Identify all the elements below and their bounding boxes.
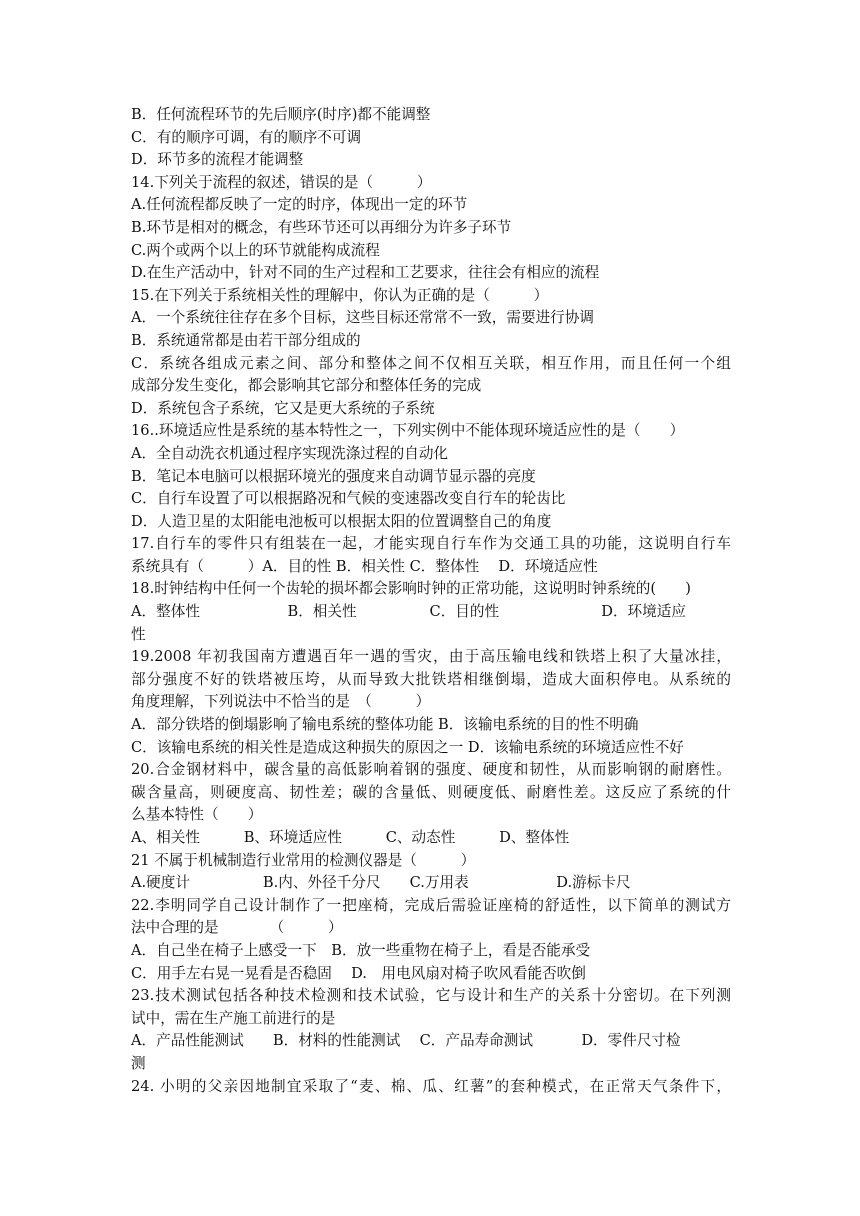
- text-line: B．任何流程环节的先后顺序(时序)都不能调整: [131, 106, 431, 123]
- text-line: C．有的顺序可调，有的顺序不可调: [131, 128, 362, 146]
- text-line: C．系统各组成元素之间、部分和整体之间不仅相互关联，相互作用，而且任何一个组: [131, 354, 731, 372]
- text-line: 测: [131, 1054, 146, 1072]
- text-line: D．系统包含子系统，它又是更大系统的子系统: [131, 399, 435, 417]
- text-line: 系统具有（ ）A．目的性 B．相关性 C．整体性 D．环境适应性: [131, 557, 598, 575]
- text-line: A.任何流程都反映了一定的时序，体现出一定的环节: [131, 196, 468, 214]
- question-17: 17.自行车的零件只有组装在一起，才能实现自行车作为交通工具的功能，这说明自行车: [131, 535, 731, 553]
- question-22: 22.李明同学自己设计制作了一把座椅，完成后需验证座椅的舒适性，以下简单的测试方: [131, 896, 731, 914]
- text-line: C．该输电系统的相关性是造成这种损失的原因之一 D．该输电系统的环境适应性不好: [131, 738, 684, 756]
- question-21: 21 不属于机械制造行业常用的检测仪器是（ ）: [131, 851, 476, 869]
- question-15: 15.在下列关于系统相关性的理解中，你认为正确的是（ ）: [131, 286, 549, 304]
- question-20: 20.合金钢材料中，碳含量的高低影响着钢的强度、硬度和韧性，从而影响钢的耐磨性。: [131, 761, 731, 779]
- text-line: D．人造卫星的太阳能电池板可以根据太阳的位置调整自己的角度: [131, 512, 552, 530]
- text-line: C.两个或两个以上的环节就能构成流程: [131, 241, 380, 259]
- text-line: D.在生产活动中，针对不同的生产过程和工艺要求，往往会有相应的流程: [131, 264, 600, 282]
- text-line: 碳含量高，则硬度高、韧性差；碳的含量低、则硬度低、耐磨性差。这反应了系统的什: [131, 783, 731, 801]
- text-line: 试中，需在生产施工前进行的是: [131, 1009, 336, 1027]
- text-line: 法中合理的是 （ ）: [131, 919, 343, 937]
- text-line: A．整体性 B．相关性 C．目的性 D．环境适应: [131, 603, 686, 621]
- text-line: C．自行车设置了可以根据路况和气候的变速器改变自行车的轮齿比: [131, 490, 566, 508]
- question-16: 16..环境适应性是系统的基本特性之一，下列实例中不能体现环境适应性的是（ ）: [131, 422, 685, 440]
- text-line: B.环节是相对的概念，有些环节还可以再细分为许多子环节: [131, 218, 512, 236]
- text-line: A．全自动洗衣机通过程序实现洗涤过程的自动化: [131, 444, 449, 462]
- text-line: A、相关性 B、环境适应性 C、动态性 D、整体性: [131, 829, 570, 846]
- text-line: A．一个系统往往存在多个目标，这些目标还常常不一致，需要进行协调: [131, 309, 594, 327]
- text-line: A．部分铁塔的倒塌影响了输电系统的整体功能 B．该输电系统的目的性不明确: [131, 716, 639, 734]
- text-line: 成部分发生变化，都会影响其它部分和整体任务的完成: [131, 377, 482, 395]
- question-18: 18.时钟结构中任何一个齿轮的损坏都会影响时钟的正常功能，这说明时钟系统的( ): [131, 580, 691, 598]
- question-14: 14.下列关于流程的叙述，错误的是（ ）: [131, 173, 432, 191]
- text-line: A.硬度计 B.内、外径千分尺 C.万用表 D.游标卡尺: [131, 874, 631, 892]
- text-line: A．自己坐在椅子上感受一下 B．放一些重物在椅子上，看是否能承受: [131, 941, 591, 959]
- text-line: D．环节多的流程才能调整: [131, 151, 304, 169]
- text-line: 角度理解，下列说法中不恰当的是 （ ）: [131, 693, 431, 711]
- text-line: B．笔记本电脑可以根据环境光的强度来自动调节显示器的亮度: [131, 467, 536, 485]
- document-page: [131, 104, 731, 1098]
- text-line: 部分强度不好的铁塔被压垮，从而导致大批铁塔相继倒塌，造成大面积停电。从系统的: [131, 670, 731, 688]
- question-24: 24. 小明的父亲因地制宜采取了“麦、棉、瓜、红薯”的套种模式，在正常天气条件下，: [131, 1077, 731, 1095]
- text-line: B．系统通常都是由若干部分组成的: [131, 331, 361, 349]
- text-line: 性: [131, 625, 146, 643]
- question-23: 23.技术测试包括各种技术检测和技术试验，它与设计和生产的关系十分密切。在下列测: [131, 987, 731, 1005]
- text-line: 么基本特性（ ）: [131, 806, 263, 824]
- text-line: C．用手左右晃一晃看是否稳固 D. 用电风扇对椅子吹风看能否吹倒: [131, 964, 586, 982]
- text-line: A．产品性能测试 B．材料的性能测试 C．产品寿命测试 D．零件尺寸检: [131, 1032, 681, 1050]
- question-19: 19.2008 年初我国南方遭遇百年一遇的雪灾，由于高压输电线和铁塔上积了大量冰挂，: [131, 648, 731, 666]
